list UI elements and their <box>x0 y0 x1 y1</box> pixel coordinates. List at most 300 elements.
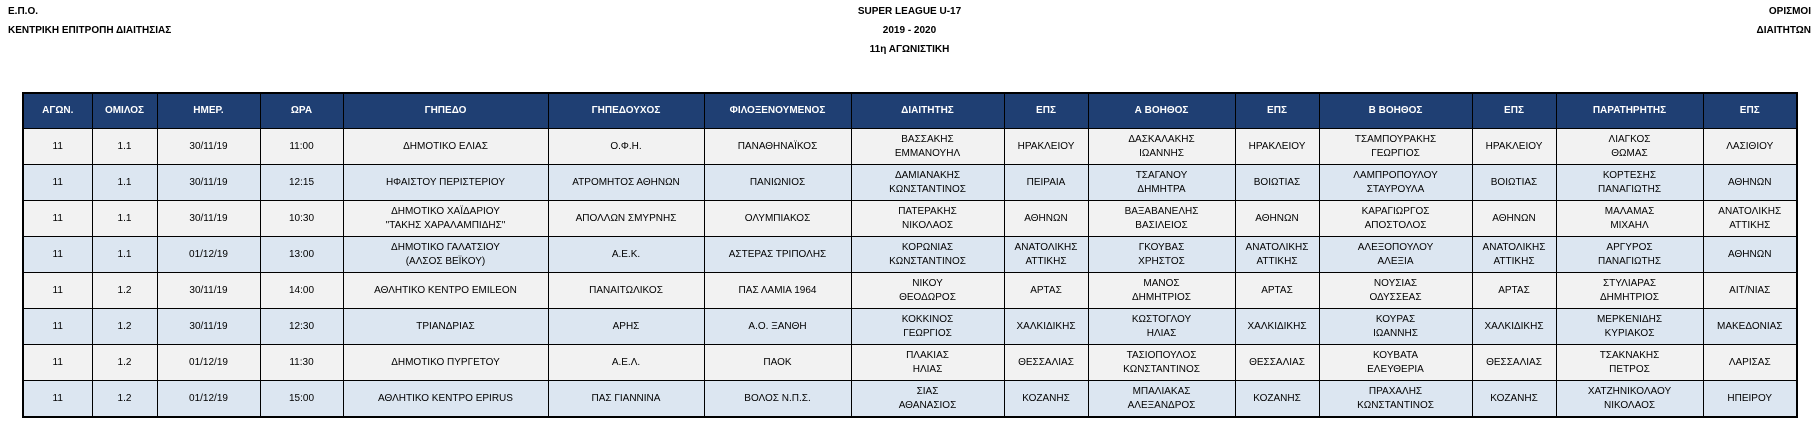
cell-text-line: ΣΙΑΣ <box>916 385 939 397</box>
cell-date <box>157 237 260 273</box>
cell-text-line: ΑΝΑΤΟΛΙΚΗΣ <box>1245 241 1309 253</box>
cell-match-no <box>23 201 92 237</box>
cell-text-line: ΤΑΣΙΟΠΟΥΛΟΣ <box>1126 349 1197 361</box>
cell-text-line: ΠΑΝΙΩΝΙΟΣ <box>749 176 806 188</box>
org-long: ΚΕΝΤΡΙΚΗ ΕΠΙΤΡΟΠΗ ΔΙΑΙΤΗΣΙΑΣ <box>8 25 172 36</box>
cell-text-line: ΠΡΑΧΑΛΗΣ <box>1368 385 1423 397</box>
cell-text-line: ΔΑΜΙΑΝΑΚΗΣ <box>894 169 961 181</box>
cell-text-line: ΣΤΑΥΡΟΥΛΑ <box>1366 183 1425 195</box>
cell-text-line: ΚΟΖΑΝΗΣ <box>1490 392 1538 404</box>
cell-observer <box>1556 381 1703 418</box>
cell-referee <box>851 345 1004 381</box>
cell-group <box>92 129 157 165</box>
cell-time <box>260 273 343 309</box>
cell-text-line: ΗΡΑΚΛΕΙΟΥ <box>1248 140 1306 152</box>
cell-text-line: ΤΣΑΜΠΟΥΡΑΚΗΣ <box>1354 133 1437 145</box>
cell-assistant-1 <box>1088 237 1235 273</box>
cell-text-line: 1.2 <box>117 320 132 332</box>
cell-text-line: ΑΡΤΑΣ <box>1030 284 1062 296</box>
cell-text-line: ΑΣΤΕΡΑΣ ΤΡΙΠΟΛΗΣ <box>728 248 827 260</box>
cell-match-no <box>23 129 92 165</box>
cell-text-line: 12:15 <box>288 176 315 188</box>
cell-text-line: ΓΚΟΥΒΑΣ <box>1138 241 1185 253</box>
cell-text-line: ΑΝΑΤΟΛΙΚΗΣ <box>1014 241 1078 253</box>
cell-assistant-1-association <box>1235 165 1319 201</box>
cell-text-line: ΑΘΗΝΩΝ <box>1255 212 1299 224</box>
cell-referee-association <box>1004 345 1088 381</box>
cell-observer <box>1556 165 1703 201</box>
cell-text-line: ΑΛΕΞΑΝΔΡΟΣ <box>1127 399 1196 411</box>
cell-text-line: ΔΗΜΟΤΙΚΟ ΕΛΙΑΣ <box>403 140 488 152</box>
cell-text-line: ΙΩΑΝΝΗΣ <box>1139 147 1184 159</box>
cell-text-line: 1.1 <box>117 176 132 188</box>
cell-assistant-2 <box>1319 273 1472 309</box>
cell-text-line: ΑΤΤΙΚΗΣ <box>1493 255 1535 267</box>
cell-text-line: ΣΤΥΛΙΑΡΑΣ <box>1602 277 1657 289</box>
cell-text-line: ΒΟΙΩΤΙΑΣ <box>1490 176 1538 188</box>
cell-observer-association <box>1703 129 1797 165</box>
table-row <box>23 129 1797 165</box>
cell-text-line: 01/12/19 <box>189 392 228 404</box>
cell-text-line: 11:00 <box>289 140 314 152</box>
cell-text-line: ΧΑΤΖΗΝΙΚΟΛΑΟΥ <box>1587 385 1672 397</box>
cell-text-line: ΒΑΞΑΒΑΝΕΛΗΣ <box>1124 205 1199 217</box>
cell-text-line: ΠΛΑΚΙΑΣ <box>906 349 949 361</box>
cell-text-line: ΑΘΗΝΩΝ <box>1728 176 1772 188</box>
cell-away-team <box>704 165 851 201</box>
cell-group <box>92 345 157 381</box>
table-row <box>23 201 1797 237</box>
cell-text-line: ΜΕΡΚΕΝΙΔΗΣ <box>1596 313 1663 325</box>
table-row <box>23 309 1797 345</box>
cell-text-line: ΑΡΤΑΣ <box>1498 284 1530 296</box>
cell-text-line: ΧΑΛΚΙΔΙΚΗΣ <box>1484 320 1544 332</box>
cell-time <box>260 237 343 273</box>
column-header-observer-association: ΕΠΣ <box>1703 93 1797 129</box>
cell-date <box>157 345 260 381</box>
cell-text-line: 01/12/19 <box>189 248 228 260</box>
cell-text-line: ΚΟΚΚΙΝΟΣ <box>901 313 954 325</box>
referees-label: ΔΙΑΙΤΗΤΩΝ <box>1756 25 1811 36</box>
cell-text-line: ΑΛΕΞΟΠΟΥΛΟΥ <box>1357 241 1434 253</box>
cell-group <box>92 237 157 273</box>
cell-away-team <box>704 129 851 165</box>
round-title: 11η ΑΓΩΝΙΣΤΙΚΗ <box>869 44 950 55</box>
cell-observer <box>1556 345 1703 381</box>
cell-text-line: ΑΡΓΥΡΟΣ <box>1606 241 1653 253</box>
cell-text-line: 01/12/19 <box>189 356 228 368</box>
table-row <box>23 165 1797 201</box>
cell-observer <box>1556 129 1703 165</box>
cell-observer-association <box>1703 309 1797 345</box>
cell-referee <box>851 309 1004 345</box>
cell-assistant-2 <box>1319 129 1472 165</box>
cell-text-line: ΠΑΝΑΘΗΝΑΪΚΟΣ <box>737 140 818 152</box>
cell-text-line: ΤΡΙΑΝΔΡΙΑΣ <box>416 320 475 332</box>
referee-assignments-table <box>22 92 1798 418</box>
cell-home-team <box>548 345 704 381</box>
column-header-assistant-1-association: ΕΠΣ <box>1235 93 1319 129</box>
cell-text-line: ΜΑΛΑΜΑΣ <box>1604 205 1655 217</box>
cell-text-line: ΒΑΣΣΑΚΗΣ <box>901 133 954 145</box>
cell-assistant-1 <box>1088 345 1235 381</box>
cell-stadium <box>343 273 548 309</box>
column-header-assistant-2-association: ΕΠΣ <box>1472 93 1556 129</box>
cell-assistant-2 <box>1319 309 1472 345</box>
cell-assistant-2-association <box>1472 309 1556 345</box>
cell-text-line: ΗΠΕΙΡΟΥ <box>1727 392 1773 404</box>
cell-text-line: ΙΩΑΝΝΗΣ <box>1373 327 1418 339</box>
cell-time <box>260 345 343 381</box>
cell-text-line: ΑΤΤΙΚΗΣ <box>1729 219 1771 231</box>
cell-text-line: 11 <box>52 356 63 368</box>
cell-assistant-1 <box>1088 273 1235 309</box>
cell-away-team <box>704 309 851 345</box>
cell-assistant-1-association <box>1235 237 1319 273</box>
cell-text-line: 1.2 <box>117 284 132 296</box>
cell-text-line: ΠΑΝΑΓΙΩΤΗΣ <box>1597 255 1662 267</box>
season: 2019 - 2020 <box>882 25 937 36</box>
cell-text-line: ΑΠΟΛΛΩΝ ΣΜΥΡΝΗΣ <box>575 212 677 224</box>
column-header-match-no: ΑΓΩΝ. <box>23 93 92 129</box>
cell-text-line: ΠΕΙΡΑΙΑ <box>1026 176 1066 188</box>
cell-text-line: ΜΑΝΟΣ <box>1143 277 1180 289</box>
cell-text-line: ΓΕΩΡΓΙΟΣ <box>903 327 952 339</box>
cell-match-no <box>23 345 92 381</box>
league-title: SUPER LEAGUE U-17 <box>857 6 962 17</box>
cell-text-line: ΔΗΜΗΤΡΙΟΣ <box>1132 291 1191 303</box>
org-short: Ε.Π.Ο. <box>8 6 39 17</box>
document-header <box>0 0 1819 92</box>
column-header-group: ΟΜΙΛΟΣ <box>92 93 157 129</box>
cell-text-line: ΑΙΤ/ΝΙΑΣ <box>1729 284 1771 296</box>
cell-text-line: ΗΡΑΚΛΕΙΟΥ <box>1485 140 1543 152</box>
cell-text-line: 12:30 <box>288 320 315 332</box>
cell-referee <box>851 165 1004 201</box>
cell-match-no <box>23 309 92 345</box>
cell-text-line: ΔΗΜΟΤΙΚΟ ΧΑΪΔΑΡΙΟΥ <box>391 205 500 217</box>
cell-text-line: ΠΑΝΑΙΤΩΛΙΚΟΣ <box>589 284 663 296</box>
cell-date <box>157 381 260 418</box>
cell-text-line: ΤΣΑΚΝΑΚΗΣ <box>1599 349 1660 361</box>
cell-text-line: ΘΕΣΣΑΛΙΑΣ <box>1249 356 1305 368</box>
cell-referee-association <box>1004 129 1088 165</box>
cell-text-line: ΛΑΜΠΡΟΠΟΥΛΟΥ <box>1353 169 1438 181</box>
column-header-referee: ΔΙΑΙΤΗΤΗΣ <box>851 93 1004 129</box>
cell-text-line: ΠΑΝΑΓΙΩΤΗΣ <box>1597 183 1662 195</box>
cell-away-team <box>704 381 851 418</box>
cell-referee-association <box>1004 381 1088 418</box>
cell-home-team <box>548 165 704 201</box>
cell-home-team <box>548 309 704 345</box>
table-header-row <box>23 93 1797 129</box>
column-header-assistant-2: Β ΒΟΗΘΟΣ <box>1319 93 1472 129</box>
cell-text-line: ΚΩΝΣΤΑΝΤΙΝΟΣ <box>889 255 966 267</box>
cell-time <box>260 309 343 345</box>
cell-text-line: ΔΗΜΟΤΙΚΟ ΓΑΛΑΤΣΙΟΥ <box>391 241 500 253</box>
cell-observer <box>1556 309 1703 345</box>
cell-text-line: ΜΑΚΕΔΟΝΙΑΣ <box>1717 320 1783 332</box>
cell-date <box>157 273 260 309</box>
cell-text-line: ΚΟΡΤΕΣΗΣ <box>1602 169 1657 181</box>
cell-home-team <box>548 237 704 273</box>
cell-text-line: 11 <box>52 212 63 224</box>
cell-text-line: ΚΟΖΑΝΗΣ <box>1253 392 1301 404</box>
cell-text-line: ΗΛΙΑΣ <box>912 363 943 375</box>
cell-text-line: ΧΑΛΚΙΔΙΚΗΣ <box>1016 320 1076 332</box>
cell-text-line: ΕΜΜΑΝΟΥΗΛ <box>894 147 961 159</box>
cell-text-line: ΜΙΧΑΗΛ <box>1610 219 1649 231</box>
cell-text-line: ΘΕΟΔΩΡΟΣ <box>899 291 956 303</box>
cell-stadium <box>343 129 548 165</box>
cell-text-line: ΠΑΣ ΛΑΜΙΑ 1964 <box>738 284 817 296</box>
cell-text-line: ΒΟΛΟΣ Ν.Π.Σ. <box>744 392 811 404</box>
cell-date <box>157 129 260 165</box>
cell-text-line: 1.2 <box>117 356 132 368</box>
cell-assistant-2-association <box>1472 129 1556 165</box>
column-header-date: ΗΜΕΡ. <box>157 93 260 129</box>
cell-text-line: ΠΑΟΚ <box>763 356 792 368</box>
cell-assistant-1-association <box>1235 201 1319 237</box>
cell-assistant-2 <box>1319 165 1472 201</box>
cell-text-line: Α.Ε.Λ. <box>611 356 641 368</box>
cell-assistant-2 <box>1319 237 1472 273</box>
column-header-referee-association: ΕΠΣ <box>1004 93 1088 129</box>
cell-date <box>157 165 260 201</box>
cell-assistant-1 <box>1088 309 1235 345</box>
cell-assistant-1-association <box>1235 345 1319 381</box>
cell-observer-association <box>1703 237 1797 273</box>
cell-text-line: ΚΟΖΑΝΗΣ <box>1022 392 1070 404</box>
column-header-stadium: ΓΗΠΕΔΟ <box>343 93 548 129</box>
cell-assistant-1-association <box>1235 309 1319 345</box>
cell-away-team <box>704 237 851 273</box>
cell-referee <box>851 237 1004 273</box>
cell-text-line: 14:00 <box>288 284 315 296</box>
cell-stadium <box>343 237 548 273</box>
cell-text-line: ΑΘΛΗΤΙΚΟ ΚΕΝΤΡΟ EMILEON <box>374 284 517 296</box>
cell-group <box>92 309 157 345</box>
cell-text-line: ΑΤΡΟΜΗΤΟΣ ΑΘΗΝΩΝ <box>572 176 680 188</box>
cell-time <box>260 165 343 201</box>
cell-text-line: 11 <box>52 176 63 188</box>
cell-text-line: ΤΣΑΓΑΝΟΥ <box>1135 169 1188 181</box>
cell-text-line: ΟΔΥΣΣΕΑΣ <box>1369 291 1422 303</box>
cell-referee <box>851 129 1004 165</box>
table-row <box>23 345 1797 381</box>
cell-text-line: ΑΘΗΝΩΝ <box>1728 248 1772 260</box>
cell-assistant-2-association <box>1472 345 1556 381</box>
cell-away-team <box>704 345 851 381</box>
cell-referee <box>851 201 1004 237</box>
cell-text-line: ΔΑΣΚΑΛΑΚΗΣ <box>1128 133 1195 145</box>
cell-text-line: 30/11/19 <box>189 284 228 296</box>
cell-text-line: 11 <box>52 320 63 332</box>
cell-text-line: ΚΩΝΣΤΑΝΤΙΝΟΣ <box>889 183 966 195</box>
cell-assistant-2 <box>1319 381 1472 418</box>
cell-text-line: ΚΟΥΡΑΣ <box>1375 313 1416 325</box>
cell-text-line: ΘΕΣΣΑΛΙΑΣ <box>1018 356 1074 368</box>
cell-text-line: ΑΡΗΣ <box>612 320 640 332</box>
cell-text-line: ΗΡΑΚΛΕΙΟΥ <box>1017 140 1075 152</box>
cell-home-team <box>548 129 704 165</box>
cell-text-line: ΑΛΕΞΙΑ <box>1377 255 1414 267</box>
cell-observer <box>1556 201 1703 237</box>
cell-assistant-2-association <box>1472 237 1556 273</box>
cell-text-line: ΛΑΣΙΘΙΟΥ <box>1726 140 1774 152</box>
cell-text-line: ΚΥΡΙΑΚΟΣ <box>1604 327 1655 339</box>
cell-text-line: ΝΙΚΟΛΑΟΣ <box>901 219 954 231</box>
cell-text-line: 1.2 <box>117 392 132 404</box>
column-header-home-team: ΓΗΠΕΔΟΥΧΟΣ <box>548 93 704 129</box>
cell-text-line: ΔΗΜΗΤΡΙΟΣ <box>1600 291 1659 303</box>
table-row <box>23 273 1797 309</box>
cell-observer-association <box>1703 201 1797 237</box>
cell-text-line: ΑΠΟΣΤΟΛΟΣ <box>1364 219 1427 231</box>
cell-text-line: 1.1 <box>117 248 132 260</box>
cell-date <box>157 201 260 237</box>
cell-text-line: 15:00 <box>288 392 315 404</box>
cell-stadium <box>343 345 548 381</box>
cell-text-line: Α.Ε.Κ. <box>611 248 641 260</box>
assignments-label: ΟΡΙΣΜΟΙ <box>1768 6 1811 17</box>
cell-referee-association <box>1004 165 1088 201</box>
cell-text-line: ΑΝΑΤΟΛΙΚΗΣ <box>1482 241 1546 253</box>
cell-text-line: ΑΘΑΝΑΣΙΟΣ <box>898 399 957 411</box>
cell-assistant-1 <box>1088 129 1235 165</box>
cell-stadium <box>343 201 548 237</box>
cell-text-line: ΚΩΝΣΤΑΝΤΙΝΟΣ <box>1123 363 1200 375</box>
cell-observer-association <box>1703 273 1797 309</box>
cell-match-no <box>23 237 92 273</box>
cell-referee-association <box>1004 237 1088 273</box>
cell-date <box>157 309 260 345</box>
cell-referee <box>851 381 1004 418</box>
cell-assistant-2-association <box>1472 165 1556 201</box>
cell-observer-association <box>1703 381 1797 418</box>
cell-group <box>92 165 157 201</box>
cell-text-line: ΝΟΥΣΙΑΣ <box>1373 277 1418 289</box>
cell-text-line: 30/11/19 <box>189 212 228 224</box>
cell-assistant-2-association <box>1472 273 1556 309</box>
cell-assistant-1-association <box>1235 129 1319 165</box>
cell-text-line: ΗΦΑΙΣΤΟΥ ΠΕΡΙΣΤΕΡΙΟΥ <box>385 176 506 188</box>
cell-text-line: ΧΑΛΚΙΔΙΚΗΣ <box>1247 320 1307 332</box>
cell-assistant-1 <box>1088 165 1235 201</box>
cell-text-line: Α.Ο. ΞΑΝΘΗ <box>748 320 807 332</box>
cell-match-no <box>23 165 92 201</box>
cell-observer <box>1556 237 1703 273</box>
cell-text-line: ΔΗΜΟΤΙΚΟ ΠΥΡΓΕΤΟΥ <box>391 356 500 368</box>
cell-time <box>260 381 343 418</box>
cell-away-team <box>704 273 851 309</box>
cell-referee-association <box>1004 201 1088 237</box>
cell-text-line: 11 <box>52 392 63 404</box>
cell-text-line: 30/11/19 <box>189 320 228 332</box>
cell-text-line: ΗΛΙΑΣ <box>1146 327 1177 339</box>
cell-text-line: 11 <box>52 140 63 152</box>
cell-text-line: ΑΤΤΙΚΗΣ <box>1256 255 1298 267</box>
cell-assistant-1 <box>1088 381 1235 418</box>
cell-text-line: ΑΘΛΗΤΙΚΟ ΚΕΝΤΡΟ EPIRUS <box>378 392 513 404</box>
cell-text-line: ΠΑΤΕΡΑΚΗΣ <box>898 205 957 217</box>
cell-assistant-1 <box>1088 201 1235 237</box>
cell-home-team <box>548 381 704 418</box>
cell-text-line: 10:30 <box>288 212 315 224</box>
cell-time <box>260 201 343 237</box>
column-header-away-team: ΦΙΛΟΞΕΝΟΥΜΕΝΟΣ <box>704 93 851 129</box>
cell-text-line: ΠΑΣ ΓΙΑΝΝΙΝΑ <box>591 392 661 404</box>
cell-stadium <box>343 309 548 345</box>
cell-text-line: ΑΝΑΤΟΛΙΚΗΣ <box>1718 205 1782 217</box>
cell-stadium <box>343 165 548 201</box>
cell-text-line: ΘΕΣΣΑΛΙΑΣ <box>1486 356 1542 368</box>
cell-group <box>92 381 157 418</box>
cell-referee-association <box>1004 273 1088 309</box>
cell-text-line: ΑΘΗΝΩΝ <box>1024 212 1068 224</box>
cell-text-line: ΑΡΤΑΣ <box>1261 284 1293 296</box>
cell-text-line: ΛΑΡΙΣΑΣ <box>1728 356 1771 368</box>
table-row <box>23 237 1797 273</box>
cell-home-team <box>548 273 704 309</box>
cell-match-no <box>23 381 92 418</box>
cell-text-line: ΑΤΤΙΚΗΣ <box>1025 255 1067 267</box>
cell-text-line: 1.1 <box>117 140 132 152</box>
cell-assistant-2 <box>1319 345 1472 381</box>
cell-assistant-2-association <box>1472 381 1556 418</box>
cell-text-line: 30/11/19 <box>189 140 228 152</box>
cell-text-line: ΚΩΣΤΟΓΛΟΥ <box>1131 313 1192 325</box>
cell-text-line: 13:00 <box>288 248 315 260</box>
table-row <box>23 381 1797 418</box>
cell-text-line: ΧΡΗΣΤΟΣ <box>1138 255 1185 267</box>
cell-text-line: ΠΕΤΡΟΣ <box>1609 363 1650 375</box>
cell-assistant-1-association <box>1235 273 1319 309</box>
cell-text-line: ΚΟΥΒΑΤΑ <box>1372 349 1419 361</box>
cell-assistant-2 <box>1319 201 1472 237</box>
cell-group <box>92 273 157 309</box>
cell-referee-association <box>1004 309 1088 345</box>
cell-time <box>260 129 343 165</box>
cell-text-line: ΜΠΑΛΙΑΚΑΣ <box>1132 385 1191 397</box>
cell-group <box>92 201 157 237</box>
cell-observer-association <box>1703 345 1797 381</box>
cell-text-line: ΒΟΙΩΤΙΑΣ <box>1253 176 1301 188</box>
cell-stadium <box>343 381 548 418</box>
cell-text-line: 30/11/19 <box>189 176 228 188</box>
cell-text-line: ΝΙΚΟΥ <box>912 277 943 289</box>
cell-referee <box>851 273 1004 309</box>
cell-text-line: (ΑΛΣΟΣ ΒΕΪΚΟΥ) <box>405 255 486 267</box>
cell-text-line: ΚΩΝΣΤΑΝΤΙΝΟΣ <box>1357 399 1434 411</box>
cell-text-line: ΚΟΡΩΝΙΑΣ <box>901 241 954 253</box>
cell-text-line: ΓΕΩΡΓΙΟΣ <box>1371 147 1420 159</box>
cell-away-team <box>704 201 851 237</box>
cell-text-line: ΑΘΗΝΩΝ <box>1492 212 1536 224</box>
column-header-observer: ΠΑΡΑΤΗΡΗΤΗΣ <box>1556 93 1703 129</box>
cell-text-line: ΔΗΜΗΤΡΑ <box>1137 183 1186 195</box>
column-header-assistant-1: Α ΒΟΗΘΟΣ <box>1088 93 1235 129</box>
cell-text-line: ΟΛΥΜΠΙΑΚΟΣ <box>744 212 811 224</box>
cell-text-line: ΒΑΣΙΛΕΙΟΣ <box>1135 219 1188 231</box>
cell-observer <box>1556 273 1703 309</box>
column-header-time: ΩΡΑ <box>260 93 343 129</box>
cell-text-line: 11 <box>52 284 63 296</box>
cell-assistant-1-association <box>1235 381 1319 418</box>
cell-text-line: 1.1 <box>117 212 132 224</box>
cell-text-line: Ο.Φ.Η. <box>610 140 642 152</box>
cell-text-line: "ΤΑΚΗΣ ΧΑΡΑΛΑΜΠΙΔΗΣ" <box>385 219 506 231</box>
